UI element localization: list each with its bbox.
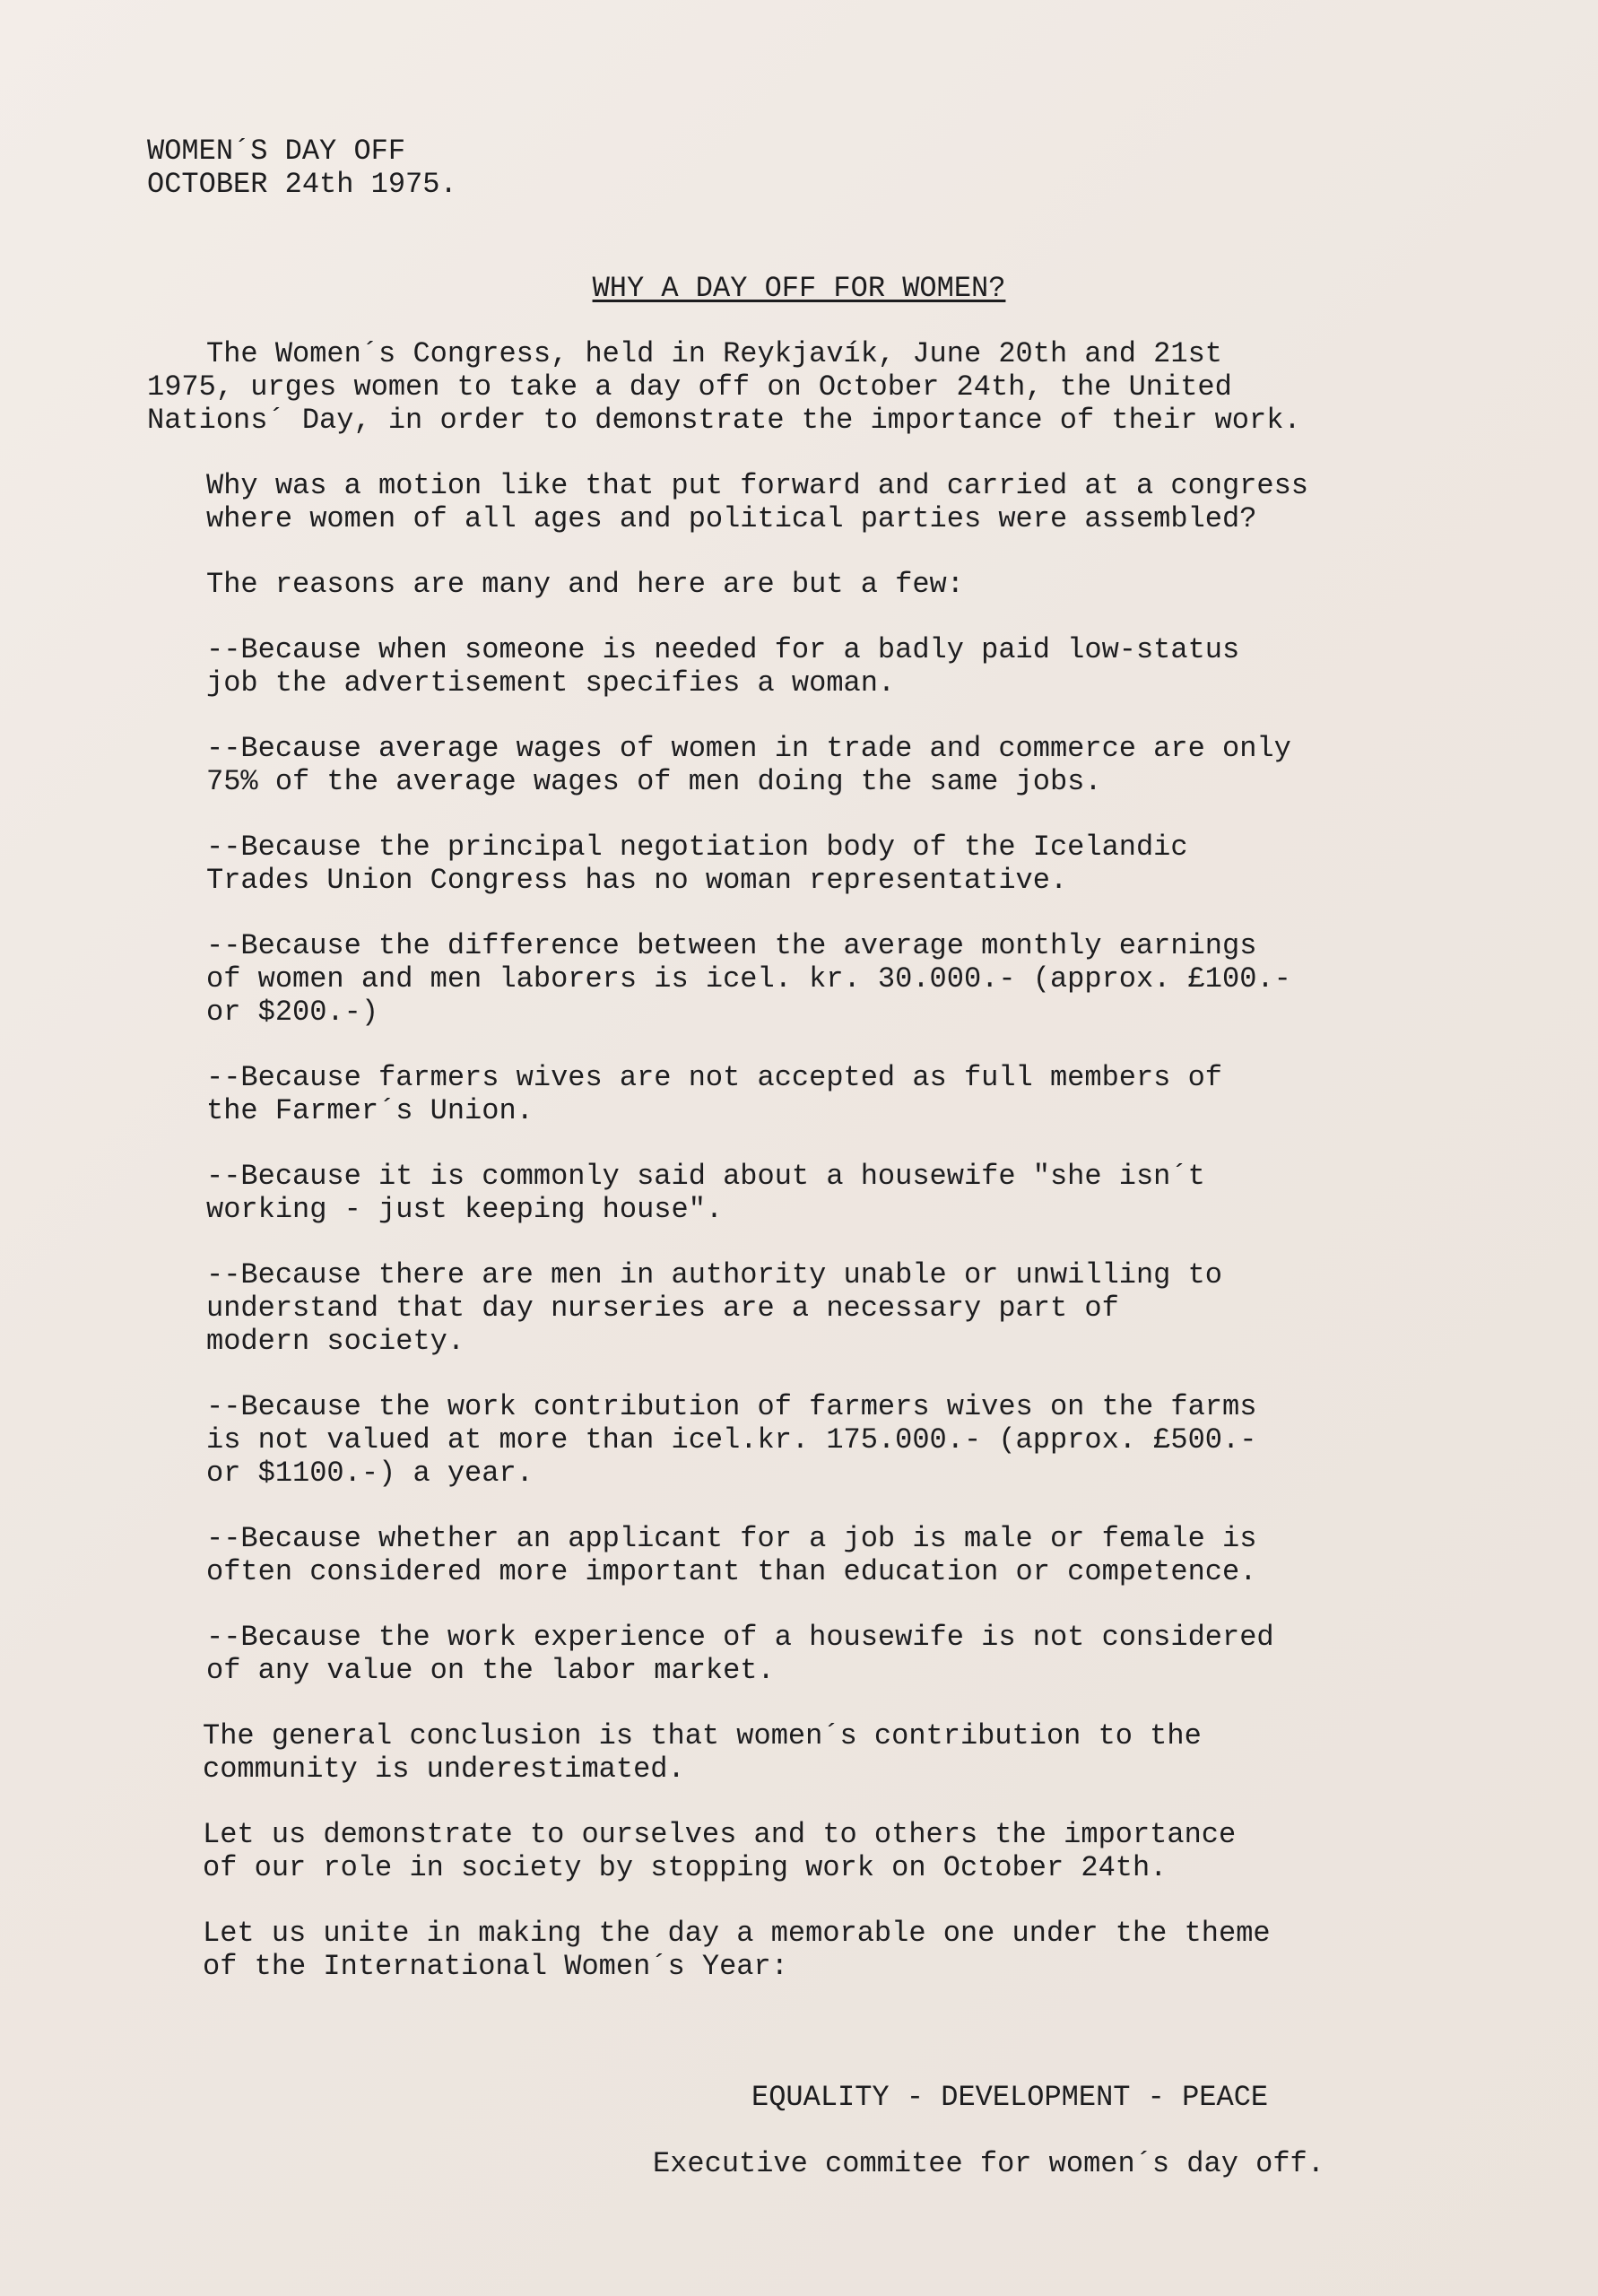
intro-line: The Women´s Congress, held in Reykjavík, June 20th and 21st	[206, 337, 1222, 370]
signature: Executive commitee for women´s day off.	[653, 2147, 1324, 2180]
reason-line: --Because average wages of women in trade and commerce are only	[206, 732, 1291, 765]
reason-line: 75% of the average wages of men doing the same jobs.	[206, 765, 1102, 798]
conclusion-line: community is underestimated.	[203, 1752, 685, 1786]
question-line: Why was a motion like that put forward and carried at a congress	[206, 469, 1308, 502]
slogan: EQUALITY - DEVELOPMENT - PEACE	[751, 2081, 1269, 2114]
reason-item	[206, 831, 1510, 897]
reason-item	[206, 1390, 1510, 1490]
call-to-action-line: of our role in society by stopping work on October 24th.	[203, 1851, 1168, 1884]
reason-item	[206, 1621, 1510, 1687]
unite-line: of the International Women´s Year:	[203, 1950, 788, 1983]
reason-item	[206, 1061, 1510, 1127]
unite-line: Let us unite in making the day a memorable one under the theme	[203, 1917, 1271, 1950]
intro-line: Nations´ Day, in order to demonstrate the importance of their work.	[147, 404, 1301, 437]
document-body	[147, 337, 1510, 2015]
reason-line: --Because farmers wives are not accepted as full members of	[206, 1061, 1222, 1094]
reason-line: often considered more important than education or competence.	[206, 1555, 1257, 1588]
reason-item	[206, 1160, 1510, 1226]
document-header	[147, 135, 457, 201]
reason-line: of women and men laborers is icel. kr. 30.000.- (approx. £100.-	[206, 962, 1291, 996]
reason-line: --Because it is commonly said about a housewife "she isn´t	[206, 1160, 1205, 1193]
intro-paragraph	[147, 337, 1510, 437]
reason-item	[206, 929, 1510, 1029]
reason-line: of any value on the labor market.	[206, 1654, 775, 1687]
reason-item	[206, 1522, 1510, 1588]
document-title	[0, 272, 1598, 305]
call-to-action-line: Let us demonstrate to ourselves and to others the importance	[203, 1818, 1237, 1851]
reason-line: --Because the principal negotiation body of the Icelandic	[206, 831, 1188, 864]
title-text: WHY A DAY OFF FOR WOMEN?	[592, 272, 1006, 305]
reason-item	[206, 732, 1510, 798]
reason-line: --Because when someone is needed for a badly paid low-status	[206, 633, 1240, 666]
question-line: where women of all ages and political parties were assembled?	[206, 502, 1257, 535]
reason-line: working - just keeping house".	[206, 1193, 724, 1226]
reason-item	[206, 633, 1510, 700]
reason-line: --Because the work experience of a housewife is not considered	[206, 1621, 1274, 1654]
reason-line: --Because whether an applicant for a job is male or female is	[206, 1522, 1257, 1555]
reason-line: --Because the difference between the average monthly earnings	[206, 929, 1257, 962]
reason-line: understand that day nurseries are a necessary part of	[206, 1292, 1119, 1325]
reason-line: modern society.	[206, 1325, 465, 1358]
reason-item	[206, 1258, 1510, 1358]
reason-line: or $1100.-) a year.	[206, 1457, 534, 1490]
reasons-intro: The reasons are many and here are but a few:	[206, 568, 964, 601]
reason-line: --Because there are men in authority unable or unwilling to	[206, 1258, 1222, 1292]
reason-line: is not valued at more than icel.kr. 175.000.- (approx. £500.-	[206, 1423, 1257, 1457]
reason-line: Trades Union Congress has no woman representative.	[206, 864, 1068, 897]
reason-line: or $200.-)	[206, 996, 379, 1029]
conclusion-line: The general conclusion is that women´s contribution to the	[203, 1719, 1202, 1752]
reason-line: job the advertisement specifies a woman.	[206, 666, 896, 700]
conclusion-paragraph	[203, 1719, 1510, 1786]
question-paragraph	[206, 469, 1510, 535]
reasons-list	[206, 633, 1510, 1687]
header-line-1: WOMEN´S DAY OFF	[147, 135, 406, 168]
reason-line: --Because the work contribution of farmers wives on the farms	[206, 1390, 1257, 1423]
header-line-2: OCTOBER 24th 1975.	[147, 168, 457, 201]
reason-line: the Farmer´s Union.	[206, 1094, 534, 1127]
unite-paragraph	[203, 1917, 1510, 1983]
intro-line: 1975, urges women to take a day off on October 24th, the United	[147, 370, 1232, 404]
call-to-action-paragraph	[203, 1818, 1510, 1884]
